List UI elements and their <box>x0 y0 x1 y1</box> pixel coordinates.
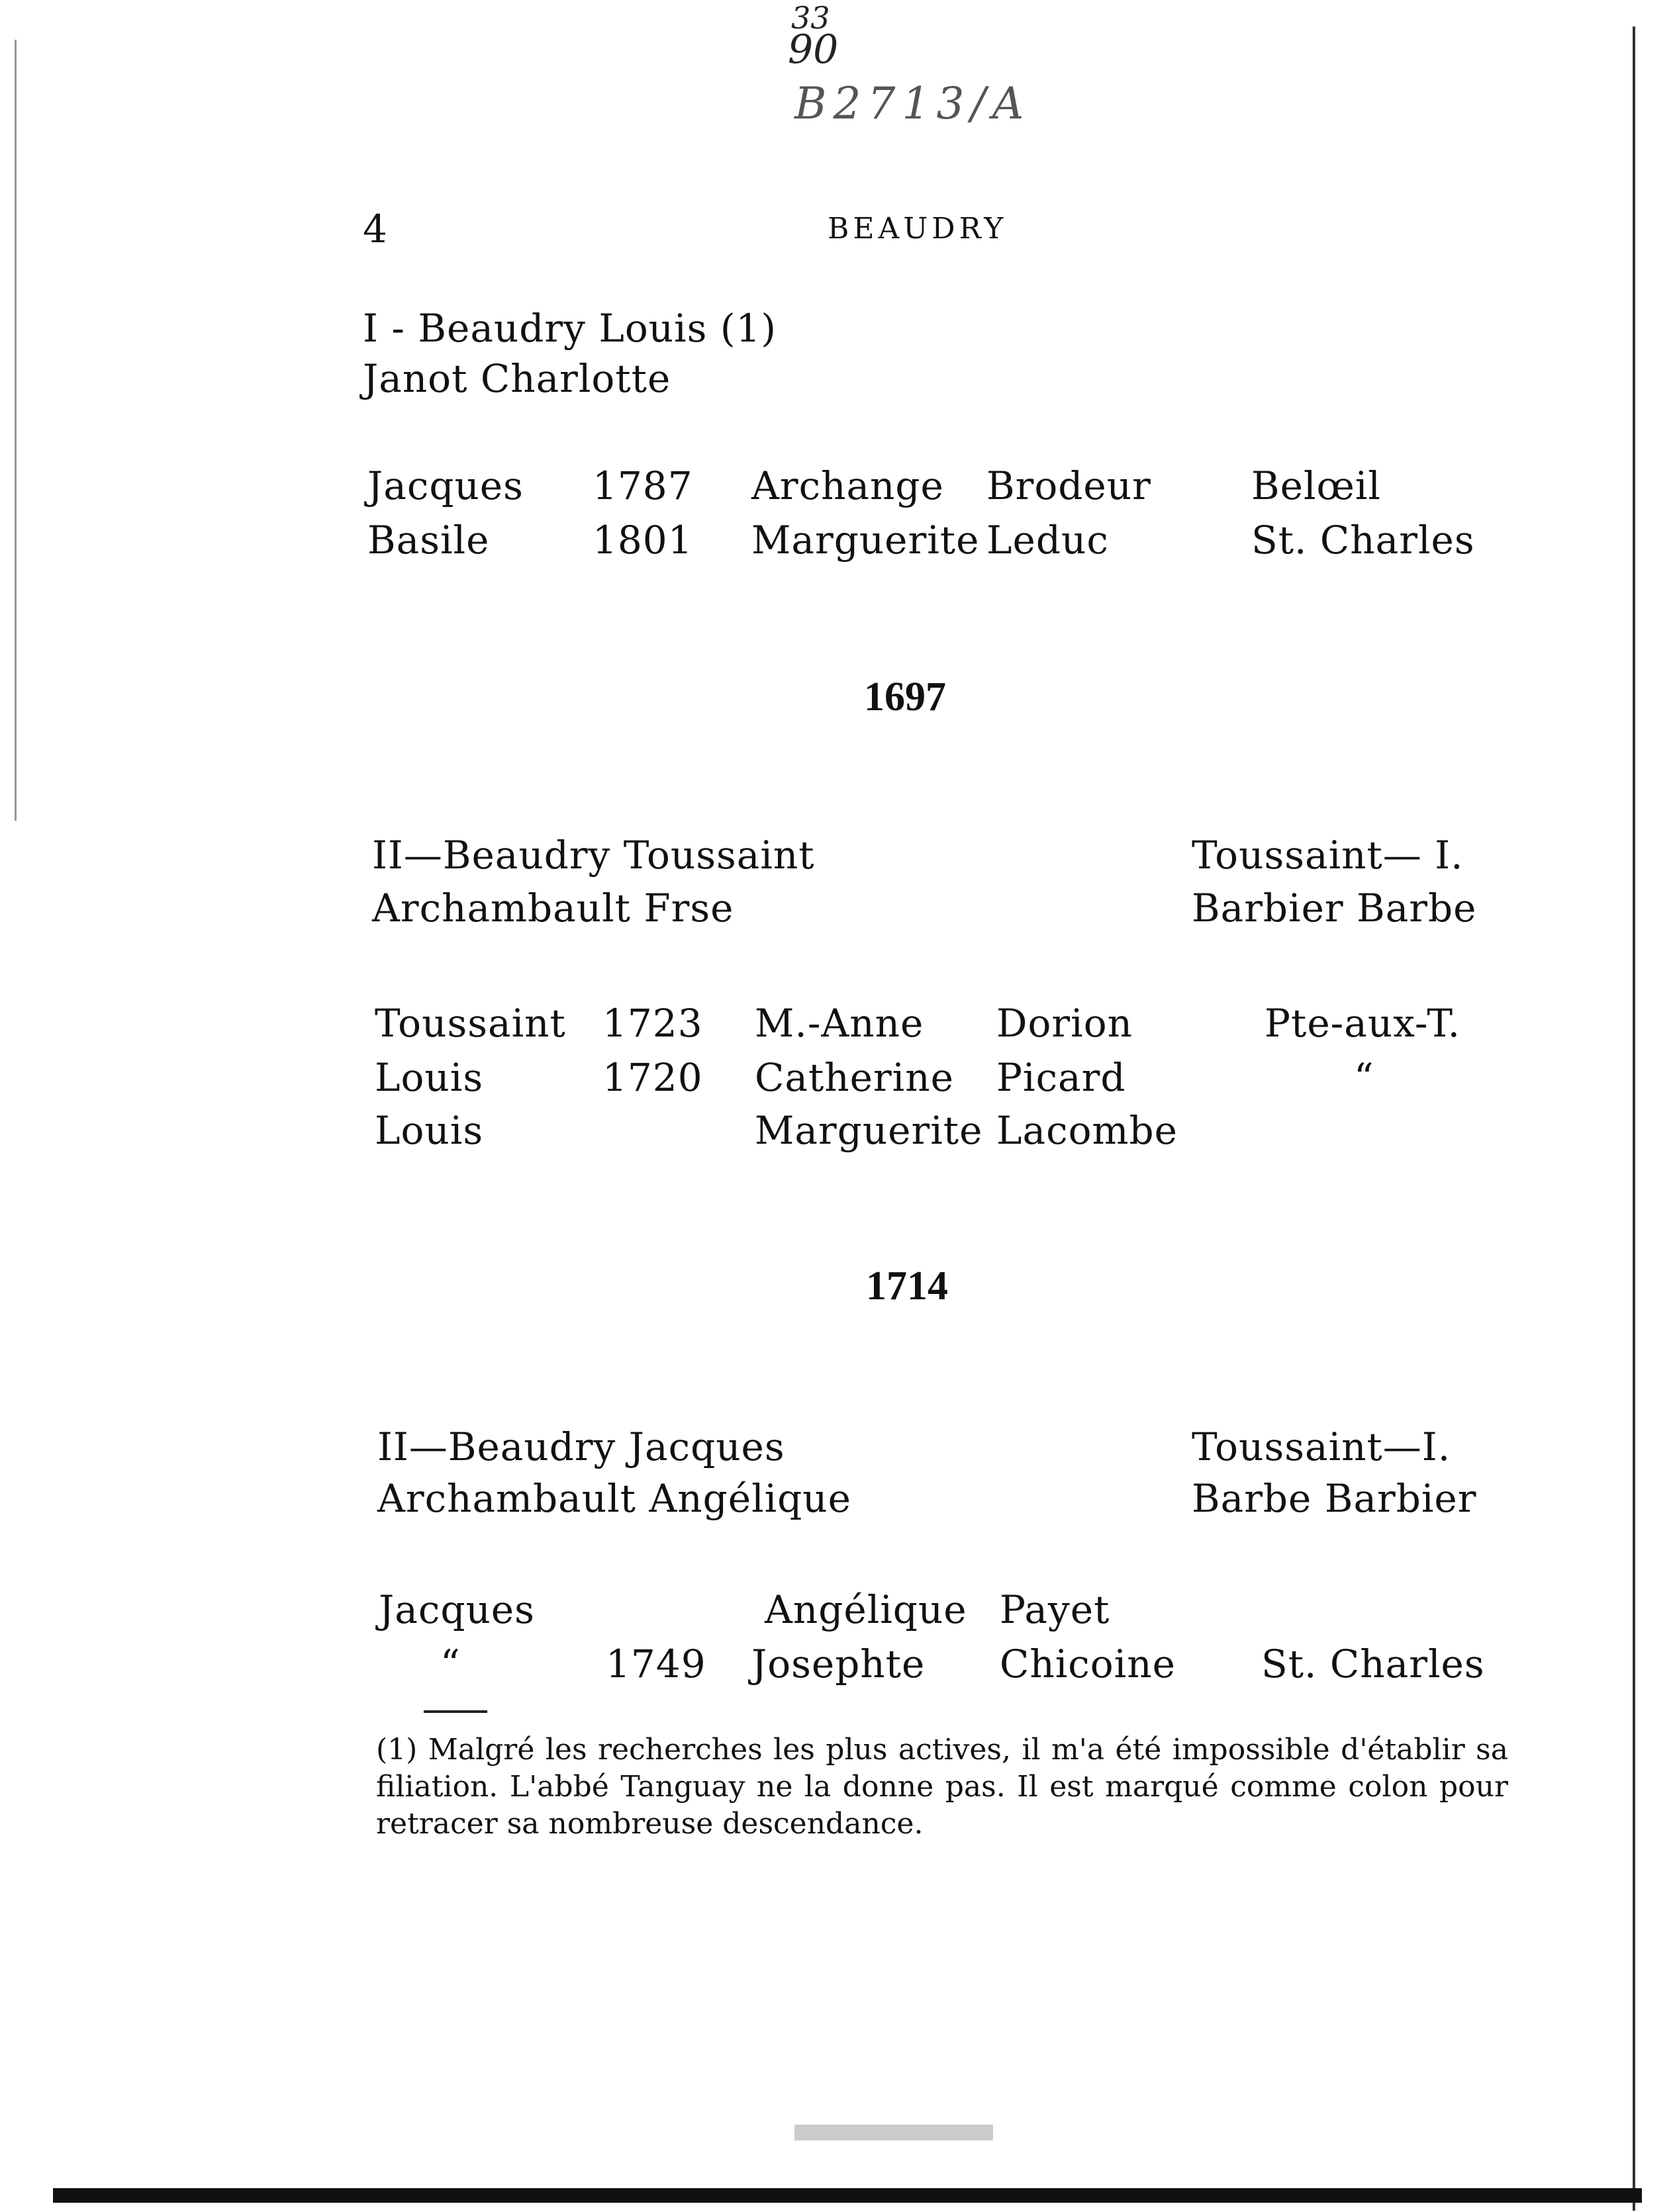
section-1-child-year: 1787 <box>593 463 693 508</box>
section-2-child-spouse-last: Dorion <box>996 1001 1133 1046</box>
section-2-child-year: 1723 <box>602 1001 703 1046</box>
section-3-head-line-2: Archambault Angélique <box>377 1476 851 1521</box>
section-3-child-place: St. Charles <box>1261 1641 1485 1686</box>
section-1-child-place: Belœil <box>1251 463 1381 508</box>
page-smudge <box>794 2125 993 2141</box>
section-3-parents-line-1: Toussaint—I. <box>1192 1424 1451 1469</box>
section-2-child-spouse-last: Picard <box>996 1055 1126 1100</box>
marginalia-line-3: B2713/A <box>794 78 1031 129</box>
section-2-child-place: Pte-aux-T. <box>1265 1001 1461 1046</box>
section-1-child-spouse-first: Archange <box>751 463 944 508</box>
section-2-child-name: Louis <box>375 1108 484 1153</box>
section-2-child-spouse-first: M.-Anne <box>755 1001 924 1046</box>
section-3-head-line-1: II—Beaudry Jacques <box>377 1424 785 1469</box>
section-2-child-spouse-last: Lacombe <box>996 1108 1178 1153</box>
footnote-rule <box>424 1710 487 1713</box>
section-3-parents-line-2: Barbe Barbier <box>1192 1476 1477 1521</box>
page-number: 4 <box>363 207 387 252</box>
section-2-child-spouse-first: Marguerite <box>755 1108 983 1153</box>
section-1-child-spouse-last: Brodeur <box>986 463 1151 508</box>
section-2-child-spouse-first: Catherine <box>755 1055 954 1100</box>
footnote-text: (1) Malgré les recherches les plus actives, il m'a été impossible d'établir sa filiation. L'abbé Tanguay ne la donne pas. Il est marqué comme colon pour retracer sa nombreuse descendance. <box>376 1733 1508 1841</box>
year-heading-1: 1697 <box>864 674 946 719</box>
section-2-child-name: Toussaint <box>375 1001 566 1046</box>
marginalia-line-1: 33 <box>791 0 830 36</box>
section-3-child-spouse-first: Angélique <box>765 1587 967 1632</box>
section-3-child-spouse-last: Chicoine <box>1000 1641 1176 1686</box>
marginalia-line-2: 90 <box>788 26 839 73</box>
section-2-parents-line-2: Barbier Barbe <box>1192 886 1477 931</box>
section-3-child-year: 1749 <box>606 1641 706 1686</box>
section-1-child-year: 1801 <box>593 518 693 563</box>
right-scan-edge <box>1633 26 1635 2211</box>
section-3-child-name: Jacques <box>379 1587 535 1632</box>
section-2-child-name: Louis <box>375 1055 484 1100</box>
section-2-parents-line-1: Toussaint— I. <box>1192 833 1464 878</box>
left-scan-edge <box>15 40 17 821</box>
section-2-head-line-1: II—Beaudry Toussaint <box>372 833 815 878</box>
section-1-child-spouse-last: Leduc <box>986 518 1109 563</box>
section-3-child-name: “ <box>440 1641 461 1686</box>
section-3-child-spouse-first: Josephte <box>751 1641 926 1686</box>
section-1-head-line-2: Janot Charlotte <box>363 356 671 401</box>
section-1-head-line-1: I - Beaudry Louis (1) <box>363 306 777 351</box>
running-title: BEAUDRY <box>828 212 1008 246</box>
section-1-child-place: St. Charles <box>1251 518 1475 563</box>
section-2-head-line-2: Archambault Frse <box>372 886 734 931</box>
year-heading-2: 1714 <box>866 1264 948 1309</box>
section-2-child-year: 1720 <box>602 1055 703 1100</box>
bottom-scan-bar <box>53 2188 1642 2203</box>
section-3-child-spouse-last: Payet <box>1000 1587 1110 1632</box>
section-1-child-name: Basile <box>367 518 490 563</box>
section-2-child-place: “ <box>1354 1055 1374 1100</box>
section-1-child-name: Jacques <box>367 463 524 508</box>
section-1-child-spouse-first: Marguerite <box>751 518 980 563</box>
